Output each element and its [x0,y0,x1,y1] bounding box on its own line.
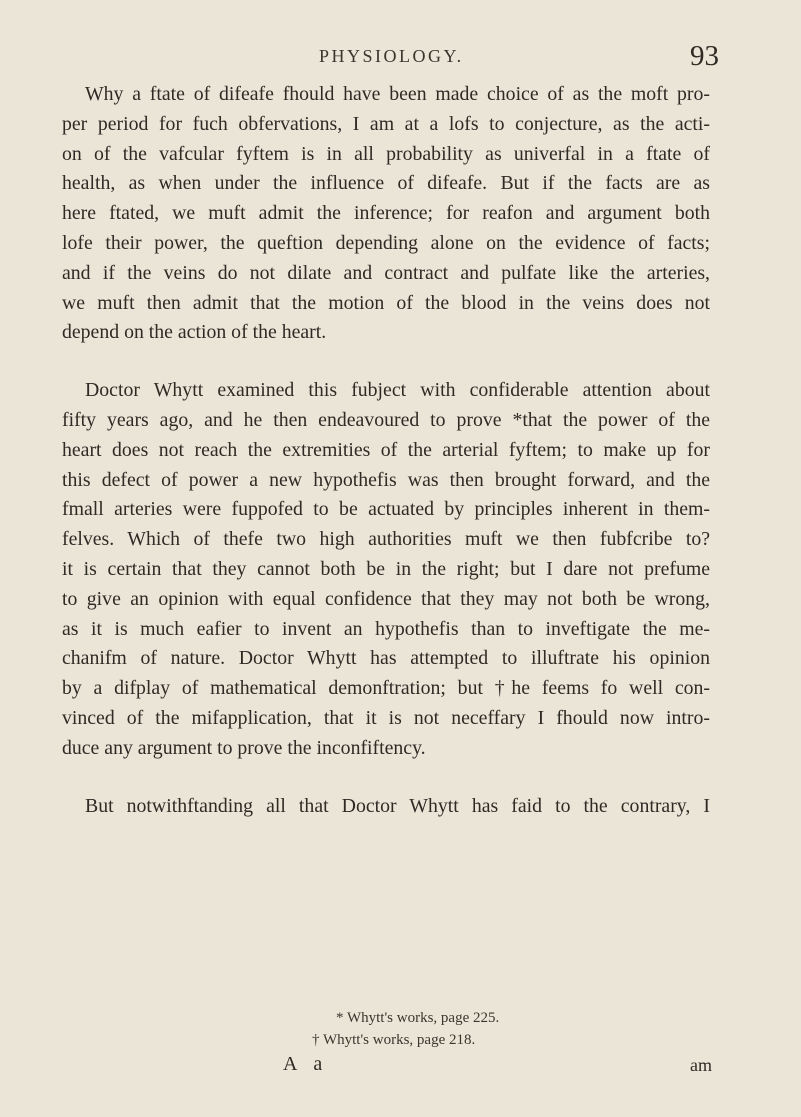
text-line: lofe their power, the queftion depending alone on the evidence of facts; [62,231,710,254]
text-line: this defect of power a new hypothefis was then brought forward, and the [62,468,710,491]
paragraph-1 [62,80,710,348]
text-line: fifty years ago, and he then endeavoured to prove *that the power of the [62,408,710,431]
text-line: per period for fuch obfervations, I am at a lofs to conjecture, as the acti- [62,112,710,135]
paragraph-gap [62,764,710,792]
text-line: depend on the action of the heart. [62,321,327,344]
paragraph-3 [62,792,710,822]
text-line: felves. Which of thefe two high authorities muft we then fubfcribe to? [62,528,710,551]
text-line: it is certain that they cannot both be in the right; but I dare not prefume [62,557,710,580]
text-line: heart does not reach the extremities of the arterial fyftem; to make up for [62,438,710,461]
signature-mark: A a [283,1053,329,1075]
text-line: vinced of the mifapplication, that it is not neceffary I fhould now intro- [62,706,710,729]
footnote-1: * Whytt's works, page 225. [336,1010,500,1026]
page-header [0,40,801,80]
footnote-2: † Whytt's works, page 218. [312,1032,476,1048]
text-line: by a difplay of mathematical demonftration; but †he feems fo well con- [62,677,710,700]
paragraph-2 [62,376,710,763]
text-line: on of the vafcular fyftem is in all probability as univerfal in a ftate of [62,142,710,165]
text-line: to give an opinion with equal confidence that they may not both be wrong, [62,587,710,610]
text-line: as it is much eafier to invent an hypothefis than to inveftigate the me- [62,617,710,640]
text-line: we muft then admit that the motion of the blood in the veins does not [62,291,710,314]
page-number: 93 [690,40,719,72]
text-line: duce any argument to prove the inconfiftency. [62,736,426,759]
text-line: fmall arteries were fuppofed to be actuated by principles inherent in them- [62,498,710,521]
paragraph-gap [62,348,710,376]
text-line: Why a ftate of difeafe fhould have been made choice of as the moft pro- [85,83,710,105]
catchword: am [690,1055,712,1075]
text-line: health, as when under the influence of difeafe. But if the facts are as [62,172,710,195]
body-text [62,80,710,821]
text-line: and if the veins do not dilate and contract and pulfate like the arteries, [62,261,710,284]
text-line: Doctor Whytt examined this fubject with confiderable attention about [85,379,710,402]
text-line: But notwithftanding all that Doctor Whytt has faid to the contrary, I [85,794,710,817]
running-head: PHYSIOLOGY. [319,46,464,66]
text-line: chanifm of nature. Doctor Whytt has attempted to illuftrate his opinion [62,647,710,670]
text-line: here ftated, we muft admit the inference; for reafon and argument both [62,202,710,225]
